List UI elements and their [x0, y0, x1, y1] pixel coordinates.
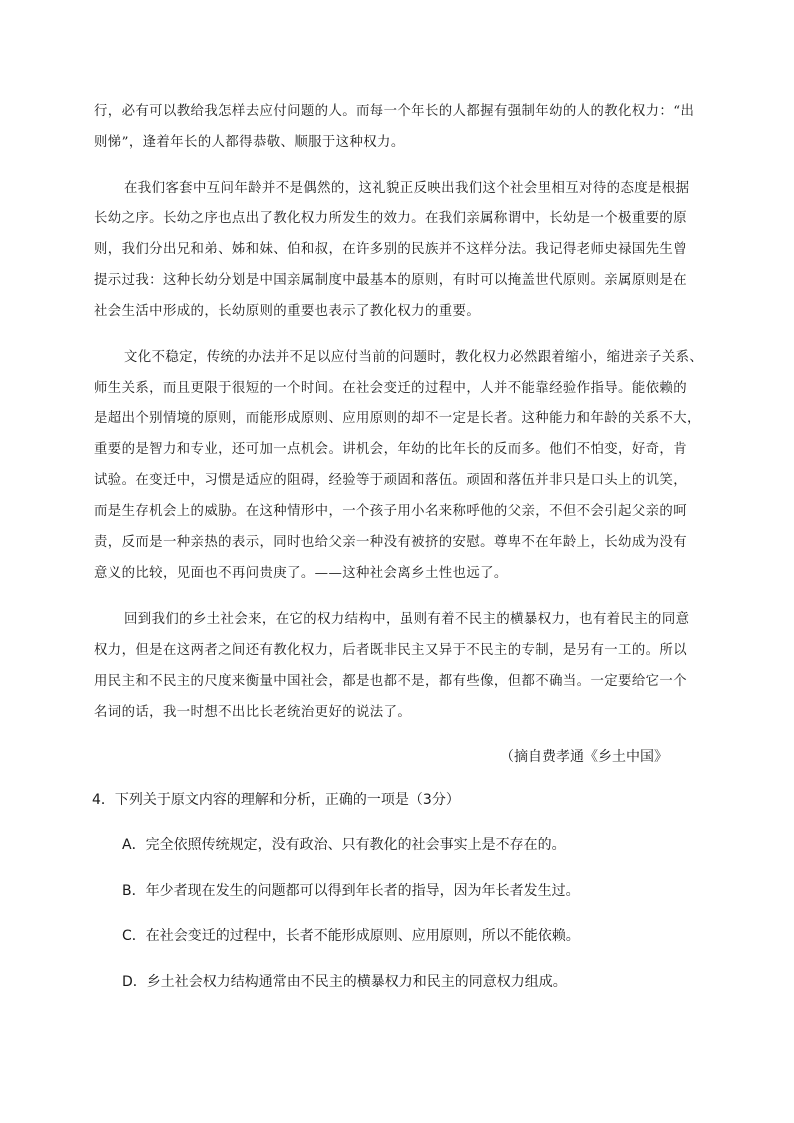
passage-line: 回到我们的乡土社会来，在它的权力结构中，虽则有着不民主的横暴权力，也有着民主的同意 [124, 612, 690, 627]
passage-line: 行，必有可以教给我怎样去应付问题的人。而每一个年长的人都握有强制年幼的人的教化权力：“出 [94, 104, 695, 119]
passage-line: 则，我们分出兄和弟、姊和妹、伯和叔，在许多别的民族并不这样分法。我记得老师史禄国先生曾 [94, 242, 687, 257]
passage-line: 在我们客套中互问年龄并不是偶然的，这礼貌正反映出我们这个社会里相互对待的态度是根据 [124, 181, 690, 196]
passage-line: 试验。在变迁中，习惯是适应的阻碍，经验等于顽固和落伍。顽固和落伍并非只是口头上的讥笑， [94, 473, 687, 488]
question-stem: 4．下列关于原文内容的理解和分析，正确的一项是（3分） [92, 792, 460, 808]
passage-line: 则悌”，逢着年长的人都得恭敬、顺服于这种权力。 [94, 135, 405, 150]
option-c: C．在社会变迁的过程中，长者不能形成原则、应用原则，所以不能依赖。 [122, 928, 580, 944]
passage-line: 而是生存机会上的威胁。在这种情形中，一个孩子用小名来称呼他的父亲，不但不会引起父亲的呵 [94, 504, 687, 519]
passage-line: 名词的话，我一时想不出比长老统治更好的说法了。 [94, 705, 412, 720]
source-citation: （摘自费孝通《乡土中国》 [500, 749, 668, 765]
passage-line: 重要的是智力和专业，还可加一点机会。讲机会，年幼的比年长的反而多。他们不怕变，好奇，肯 [94, 442, 687, 457]
passage-line: 社会生活中形成的，长幼原则的重要也表示了教化权力的重要。 [94, 304, 481, 319]
passage-line: 责，反而是一种亲热的表示，同时也给父亲一种没有被挤的安慰。尊卑不在年龄上，长幼成为没有 [94, 535, 687, 550]
passage-line: 用民主和不民主的尺度来衡量中国社会，都是也都不是，都有些像，但都不确当。一定要给它一个 [94, 674, 687, 689]
option-d: D．乡土社会权力结构通常由不民主的横暴权力和民主的同意权力组成。 [122, 974, 567, 990]
option-b: B．年少者现在发生的问题都可以得到年长者的指导，因为年长者发生过。 [122, 883, 580, 899]
passage-line: 师生关系，而且更限于很短的一个时间。在社会变迁的过程中，人并不能靠经验作指导。能依赖的 [94, 381, 687, 396]
passage-line: 是超出个别情境的原则，而能形成原则、应用原则的却不一定是长者。这种能力和年龄的关系不大， [94, 411, 701, 426]
option-a: A．完全依照传统规定，没有政治、只有教化的社会事实上是不存在的。 [122, 837, 566, 853]
passage-line: 权力，但是在这两者之间还有教化权力，后者既非民主又异于不民主的专制，是另有一工的。所以 [94, 643, 687, 658]
passage-line: 意义的比较，见面也不再问贵庚了。——这种社会离乡土性也远了。 [94, 566, 508, 581]
passage-line: 长幼之序。长幼之序也点出了教化权力所发生的效力。在我们亲属称谓中，长幼是一个极重要的原 [94, 211, 687, 226]
passage-line: 文化不稳定，传统的办法并不足以应付当前的问题时，教化权力必然跟着缩小，缩进亲子关系、 [124, 350, 704, 365]
passage-line: 提示过我：这种长幼分划是中国亲属制度中最基本的原则，有时可以掩盖世代原则。亲属原则是在 [94, 273, 687, 288]
